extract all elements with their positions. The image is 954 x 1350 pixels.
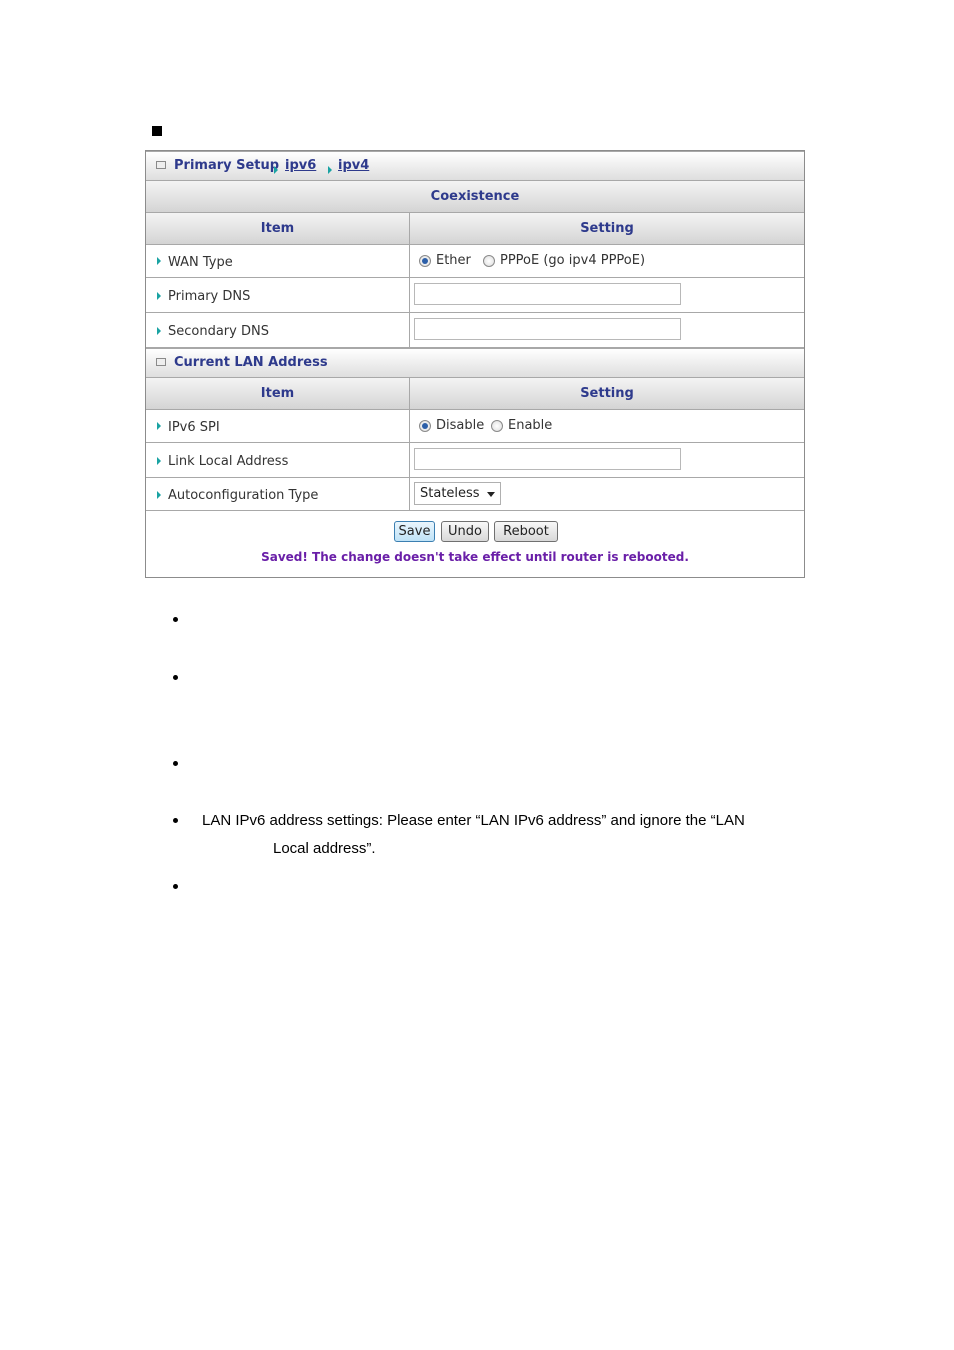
lan-section-bar (146, 348, 804, 378)
save-button[interactable]: Save (394, 521, 435, 542)
row-arrow-icon (157, 292, 161, 300)
secondary-dns-label: Secondary DNS (168, 324, 269, 339)
wan-ether-label: Ether (436, 253, 471, 268)
spi-disable-label: Disable (436, 418, 485, 433)
breadcrumb-title: Primary Setup (174, 158, 280, 173)
column-divider (409, 245, 410, 277)
settings-panel (145, 150, 805, 578)
status-message: Saved! The change doesn't take effect until router is rebooted. (261, 550, 689, 564)
collapse-icon[interactable] (156, 358, 166, 366)
row-arrow-icon (157, 327, 161, 335)
column-divider (409, 410, 410, 442)
reboot-button[interactable]: Reboot (494, 521, 558, 542)
spi-disable-radio[interactable] (419, 420, 431, 432)
coexistence-header (146, 181, 804, 213)
spi-enable-radio[interactable] (491, 420, 503, 432)
wan-type-label: WAN Type (168, 255, 233, 270)
coexistence-title: Coexistence (430, 189, 520, 204)
ipv6-spi-label: IPv6 SPI (168, 420, 220, 435)
list-bullet (173, 761, 178, 766)
item-header: Item (260, 221, 295, 236)
autoconf-label: Autoconfiguration Type (168, 488, 319, 503)
autoconf-select[interactable] (414, 482, 501, 505)
undo-button[interactable]: Undo (441, 521, 489, 542)
autoconf-row (146, 478, 804, 511)
wan-pppoe-label: PPPoE (go ipv4 PPPoE) (500, 253, 646, 268)
link-local-row (146, 443, 804, 478)
secondary-dns-row (146, 313, 804, 348)
column-divider (409, 278, 410, 312)
wan-pppoe-radio[interactable] (483, 255, 495, 267)
row-arrow-icon (157, 257, 161, 265)
list-bullet (173, 617, 178, 622)
breadcrumb-arrow-icon (274, 166, 278, 174)
row-arrow-icon (157, 491, 161, 499)
setting-header: Setting (580, 386, 634, 401)
autoconf-selected-value: Stateless (420, 486, 480, 501)
breadcrumb-link-ipv6[interactable]: ipv6 (285, 158, 317, 173)
lan-ipv6-note-line2: Local address”. (273, 840, 376, 857)
secondary-dns-input[interactable] (414, 318, 681, 340)
link-local-label: Link Local Address (168, 454, 289, 469)
lan-ipv6-note-line1: LAN IPv6 address settings: Please enter “LAN IPv6 address” and ignore the “LAN (202, 812, 745, 829)
column-divider (409, 443, 410, 477)
wan-type-row (146, 245, 804, 278)
list-bullet (173, 884, 178, 889)
chevron-down-icon (487, 492, 495, 497)
setting-header: Setting (580, 221, 634, 236)
table-header (146, 378, 804, 410)
lan-section-title: Current LAN Address (174, 355, 328, 370)
table-header (146, 213, 804, 245)
primary-dns-input[interactable] (414, 283, 681, 305)
ipv6-spi-row (146, 410, 804, 443)
row-arrow-icon (157, 422, 161, 430)
section-bullet (152, 126, 162, 136)
spi-enable-label: Enable (508, 418, 553, 433)
primary-dns-row (146, 278, 804, 313)
link-local-input[interactable] (414, 448, 681, 470)
breadcrumb-arrow-icon (328, 166, 332, 174)
column-divider (409, 478, 410, 510)
column-divider (409, 313, 410, 347)
row-arrow-icon (157, 457, 161, 465)
list-bullet (173, 818, 178, 823)
wan-ether-radio[interactable] (419, 255, 431, 267)
breadcrumb-link-ipv4[interactable]: ipv4 (338, 158, 370, 173)
breadcrumb (146, 151, 804, 181)
collapse-icon[interactable] (156, 161, 166, 169)
item-header: Item (260, 386, 295, 401)
primary-dns-label: Primary DNS (168, 289, 251, 304)
list-bullet (173, 675, 178, 680)
